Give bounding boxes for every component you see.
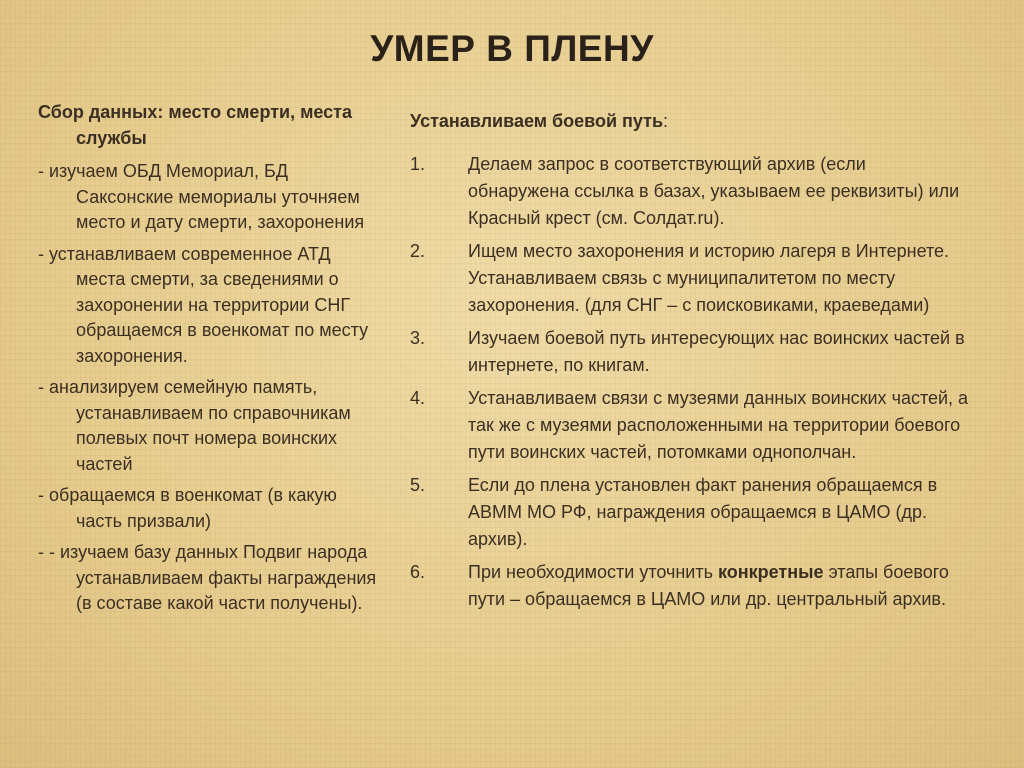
list-item	[410, 385, 970, 466]
list-item-text: Устанавливаем связи с музеями данных воинских частей, а так же с музеями расположенными на территории боевого пути воинских частей, потомками однополчан.	[468, 388, 969, 462]
list-item	[410, 238, 970, 319]
list-item	[410, 472, 970, 553]
right-heading-bold: Устанавливаем боевой путь	[410, 111, 664, 131]
left-item: - обращаемся в военкомат (в какую часть призвали)	[38, 485, 337, 531]
list-item-text	[468, 559, 970, 613]
list-item	[410, 325, 970, 379]
list-item-number: 3.	[410, 328, 426, 348]
list-item-number: 2.	[410, 241, 426, 261]
list-item-text: Делаем запрос в соответствующий архив (если обнаружена ссылка в базах, указываем ее реквизиты) или Красный крест (см. Солдат.ru).	[468, 154, 960, 228]
list-item-text: Если до плена установлен факт ранения обращаемся в АВММ МО РФ, награждения обращаемся в ЦАМО (др. архив).	[468, 475, 938, 549]
left-item: - изучаем ОБД Мемориал, БД Саксонские мемориалы уточняем место и дату смерти, захоронения	[38, 161, 365, 232]
list-item-number: 6.	[410, 562, 426, 582]
list-item	[410, 559, 970, 613]
list-item-text-bold: конкретные	[718, 562, 824, 582]
left-column	[38, 100, 383, 623]
numbered-list	[410, 151, 970, 613]
left-heading: Сбор данных: место смерти, места службы	[38, 102, 353, 148]
right-heading	[410, 108, 970, 135]
slide-title: УМЕР В ПЛЕНУ	[370, 28, 654, 69]
list-item-text: Изучаем боевой путь интересующих нас воинских частей в интернете, по книгам.	[468, 328, 965, 375]
list-item-number: 1.	[410, 154, 426, 174]
left-item: - - изучаем базу данных Подвиг народа устанавливаем факты награждения (в составе какой части получены).	[38, 542, 377, 613]
list-item-text-end: этапы боевого пути – обращаемся в ЦАМО или др. центральный архив.	[468, 562, 949, 609]
left-item: - устанавливаем современное АТД места смерти, за сведениями о захоронении на территории СНГ обращаемся в военкомат по месту захоронения.	[38, 243, 369, 366]
right-column	[410, 108, 970, 619]
list-item-number: 5.	[410, 475, 426, 495]
list-item-number: 4.	[410, 388, 426, 408]
left-item: - анализируем семейную память, устанавливаем по справочникам полевых почт номера воинских частей	[38, 377, 351, 474]
list-item-text-start: При необходимости уточнить	[468, 562, 718, 582]
right-heading-tail: :	[663, 111, 669, 131]
list-item	[410, 151, 970, 232]
list-item-text: Ищем место захоронения и историю лагеря в Интернете. Устанавливаем связь с муниципалитетом по месту захоронения. (для СНГ – с поисковиками, краеведами)	[468, 241, 950, 315]
